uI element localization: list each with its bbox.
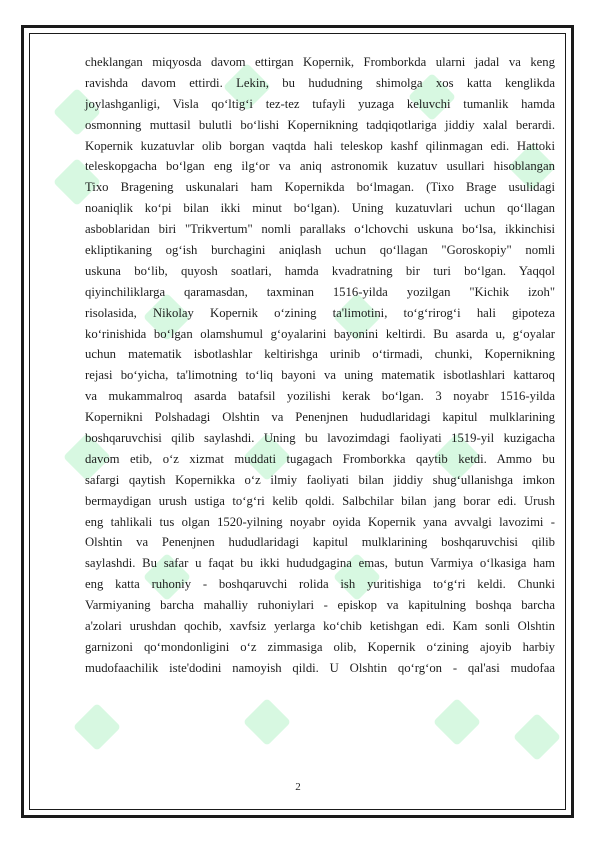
text-line: osmonning muttasil bulutli bo‘lishi Kopernikning tadqiqotlariga jiddiy xalal berardi. (85, 117, 555, 132)
text-line: noaniqlik ko‘pi bilan ikki minut bo‘lgan). Uning kuzatuvlari uchun qo‘llagan (85, 201, 555, 216)
text-line: risolasida, Nikolay Kopernik o‘zining ta'limotini, to‘g‘rirog‘i hali gipoteza (85, 305, 555, 320)
watermark-mark (433, 698, 481, 746)
text-line: Tixo Bragening uskunalari ham Kopernikda bo‘lmagan. (Tixo Brage usulidagi (85, 180, 555, 195)
text-line: ekliptikaning og‘ish burchagini aniqlash uchun qo‘llagan "Goroskopiy" nomli (85, 243, 555, 258)
text-line: rejasi bo‘yicha, ta'limotning to‘liq bayoni va uning matematik isbotlashlari kattaroq (85, 368, 555, 383)
text-line: bermaydigan urush ustiga to‘g‘ri kelib qoldi. Salbchilar bilan jang borar edi. Urush (85, 493, 555, 508)
text-line: uchun matematik isbotlashlar keltirishga urinib o‘tirmadi, chunki, Kopernikning (85, 347, 555, 362)
text-line: mudofaachilik iste'dodini namoyish qildi. U Olshtin qo‘rg‘on - qal'asi mudofaa (85, 660, 555, 675)
text-line: uskuna bo‘lib, quyosh soatlari, hamda kvadratning bir turi bo‘lgan. Yaqqol (85, 263, 555, 278)
text-line: safargi qaytish Kopernikka o‘z ilmiy faoliyati bilan jiddiy shug‘ullanishga imkon (85, 472, 555, 487)
text-line: cheklangan miqyosda davom ettirgan Kopernik, Fromborkda ularni jadal va keng (85, 55, 555, 69)
page-number: 2 (295, 781, 301, 793)
watermark-mark (513, 713, 561, 761)
text-line: teleskopgacha bo‘lgan eng ilg‘or va aniq astronomik kuzatuv usullari hisoblangan (85, 159, 555, 174)
text-line: joylashganligi, Visla qo‘ltig‘i tez-tez tufayli yuzaga keluvchi tumanlik hamda (85, 96, 555, 111)
text-line: ravishda davom ettirdi. Lekin, bu hududning shimolga xos katta kenglikda (85, 75, 555, 90)
text-line: Varmiyaning barcha mahalliy ruhoniylari - episkop va kapitulning boshqa barcha (85, 598, 555, 613)
watermark-mark (73, 703, 121, 751)
text-line: a'zolari urushdan qochib, xavfsiz yerlarga ko‘chib ketishgan edi. Kam sonli Olshtin (85, 619, 555, 634)
body-text (85, 52, 555, 679)
text-line: eng tahlikali tus olgan 1520-yilning noyabr oyida Kopernik yana avvalgi lavozimi - (85, 514, 555, 529)
text-line: eng katta ruhoniy - boshqaruvchi rolida ish yuritishiga to‘g‘ri keldi. Chunki (85, 577, 555, 592)
text-line: qiyinchiliklarga qaramasdan, taxminan 1516-yilda yozilgan "Kichik izoh" (85, 284, 555, 299)
watermark-mark (243, 698, 291, 746)
text-line: boshqaruvchisi qilib saylashdi. Uning bu lavozimdagi faoliyati 1519-yil kuzigacha (85, 431, 555, 446)
text-line: davom etib, o‘z xizmat muddati tugagach Fromborkka qaytib ketdi. Ammo bu (85, 451, 555, 466)
text-line: va mukammalroq asarda batafsil yozilishi kerak bo‘lgan. 3 noyabr 1516-yilda (85, 389, 555, 404)
text-line: garnizoni qo‘mondonligini o‘z zimmasiga olib, Kopernik o‘zining ajoyib harbiy (85, 639, 555, 654)
text-line: Kopernikni Polshadagi Olshtin va Penenjnen hududlaridagi kapitul mulklarining (85, 410, 555, 425)
text-line: Kopernik kuzatuvlar olib borgan vaqtda hali teleskop kashf qilinmagan edi. Hattoki (85, 138, 555, 153)
text-line: asboblaridan biri "Trikvertum" nomli parallaks o‘lchovchi uskuna bo‘lsa, ikkinchisi (85, 222, 555, 237)
text-line: Olshtin va Penenjnen hududlaridagi kapitul mulklarining boshqaruvchisi qilib (85, 535, 555, 550)
text-line: ko‘rinishida bo‘lgan olamshumul g‘oyalarini bayonini keltirdi. Bu asarda u, g‘oyalar (85, 326, 555, 341)
text-line: saylashdi. Bu safar u faqat bu ikki hududgagina emas, butun Varmiya o‘lkasiga ham (85, 556, 555, 571)
